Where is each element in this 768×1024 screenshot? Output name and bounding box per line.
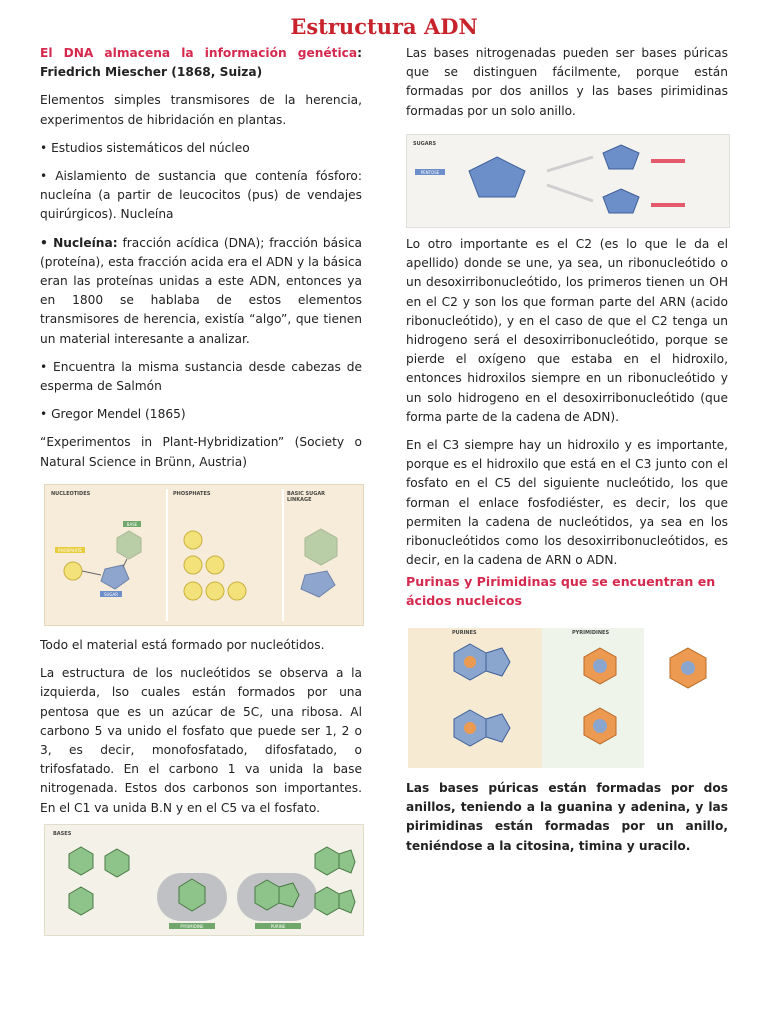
right-column-lower [406,779,728,865]
intro-paragraph [40,44,362,82]
purines-heading: Purinas y Pirimidinas que se encuentran en ácidos nucleicos [406,574,716,609]
left-column [40,44,362,481]
nucleotides-figure [44,484,364,626]
pyrimidines-header: PYRIMIDINES [572,630,610,636]
label-pentose: PENTOSE [420,170,440,175]
paragraph-structure: La estructura de los nucleótidos se observa a la izquierda, lso cuales están formados por una pentosa que es un azúcar de 5C, una ribosa. Al carbono 5 va unido el fosfato que puede ser 1, 2 o 3, es decir, monofosfatado, difosfatado, o trifosfatado. En el carbono 1 va unida la base nitrogenada. Estos dos carbonos son importantes. En el C1 va unida B.N y en el C5 va el fosfato. [40,666,362,815]
uracil-figure [648,628,728,708]
label-phosphate: PHOSPHATE [58,548,82,553]
paragraph-c2: Lo otro importante es el C2 (es lo que le da el apellido) donde se une, ya sea, un ribonucleótido o un desoxirribonucleótido, los primeros tienen un OH en el C2 y son los que forman parte del ARN (acido ribonucleótido), y en el caso de que el C2 tenga un hidrogeno será el desoxirribonucleótido, porque se pierde el oxígeno que estaba en el hidroxilo, entonces hidroxilos siempre en un ribonucleótido y un solo hidrogeno en el desoxirribonucleótido (que forma parte de la cadena de ADN). [406,237,728,424]
sugar-linkage-header: BASIC SUGAR LINKAGE [287,491,326,503]
bullet-nuclein [40,234,362,349]
paragraph-nucleotides: Todo el material está formado por nucleótidos. [40,638,325,652]
nucleotides-diagram [45,485,363,625]
bases-header: BASES [53,831,72,837]
pt-i: y [622,838,639,853]
bases-figure [44,824,364,936]
label-sugar: SUGAR [103,592,119,597]
pt-uracil: uracilo [638,838,686,853]
pyrimidines-diagram [542,628,644,768]
pt-e: , y las pirimidinas están formadas por un anillo, teniéndose a la [406,800,728,853]
label-base: BASE [126,522,138,527]
sugars-diagram [407,135,729,227]
paragraph-c3: En el C3 siempre hay un hidroxilo y es importante, porque es el hidroxilo que está en el C3 junto con el fosfato en el C5 del siguiente nucleótido, los que forman el enlace fosfodiéster, es decir, los que permiten la cadena de nucleótidos, ya sea en los ribonucleótidos como los desoxirribonucleótidos, es decir, en la cadena de ARN o ADN. [406,438,728,568]
bullet-nuclein-label: • Nucleína: [40,235,118,250]
phosphates-header: PHOSPHATES [173,491,211,497]
bullet-nuclein-text: fracción acídica (DNA); fracción básica (proteína), esta fracción acida era el ADN y la básica eran las proteínas unidas a este ADN, entonces ya en 1800 se hablaba de estos elementos transmisores de herencia, existía “algo”, que tienen un material interesante a analizar. [40,235,363,346]
pt-cytosine: citosina [515,838,570,853]
pt-k: . [685,838,691,853]
pt-guanine: guanina [557,800,613,815]
pt-a: Las bases púricas están formadas por dos anillos, teniendo a la [406,781,728,815]
bullet-mendel: • Gregor Mendel (1865) [40,407,186,422]
purines-figure [408,628,542,768]
intro-rest: : Friedrich Miescher (1868, Suiza) [40,46,362,80]
pt-g: , [569,838,579,853]
pyrimidines-figure [542,628,644,768]
purines-header: PURINES [452,630,477,636]
page-title: Estructura ADN [290,14,478,39]
bases-diagram [45,825,363,935]
paragraph-experiments: “Experimentos in Plant-Hybridization” (Society o Natural Science in Brünn, Austria) [40,435,362,469]
bullet-nucleus: • Estudios sistemáticos del núcleo [40,140,250,155]
bullet-salmon: • Encuentra la misma sustancia desde cabezas de esperma de Salmón [40,359,362,394]
uracil-diagram [648,628,728,708]
heading-purines [406,572,728,619]
paragraph-purine-types [406,779,728,856]
left-column-lower [40,636,362,827]
pt-thymine: timina [578,838,623,853]
intro-highlight: El DNA almacena la información genética [40,46,358,60]
right-column [406,44,728,130]
purines-diagram [408,628,542,768]
sugars-header: SUGARS [413,141,437,147]
bullet-isolation: • Aislamiento de sustancia que contenía fósforo: nucleína (a partir de leucocitos (pus) de vendajes quirúrgicos). Nucleína [40,169,362,222]
right-column-mid [406,235,728,579]
pt-c: y [612,800,631,815]
label-purine: PURINE [270,924,286,929]
sugars-figure [406,134,730,228]
pt-adenine: adenina [630,800,686,815]
paragraph-bases: Las bases nitrogenadas pueden ser bases púricas que se distinguen fácilmente, porque están formadas por dos anillos y las bases pirimidinas formadas por un solo anillo. [406,46,728,118]
nucleotides-header: NUCLEOTIDES [51,491,91,497]
label-pyrimidine: PYRIMIDINE [180,924,204,929]
paragraph-elements: Elementos simples transmisores de la herencia, experimentos de hibridación en plantas. [40,93,362,127]
